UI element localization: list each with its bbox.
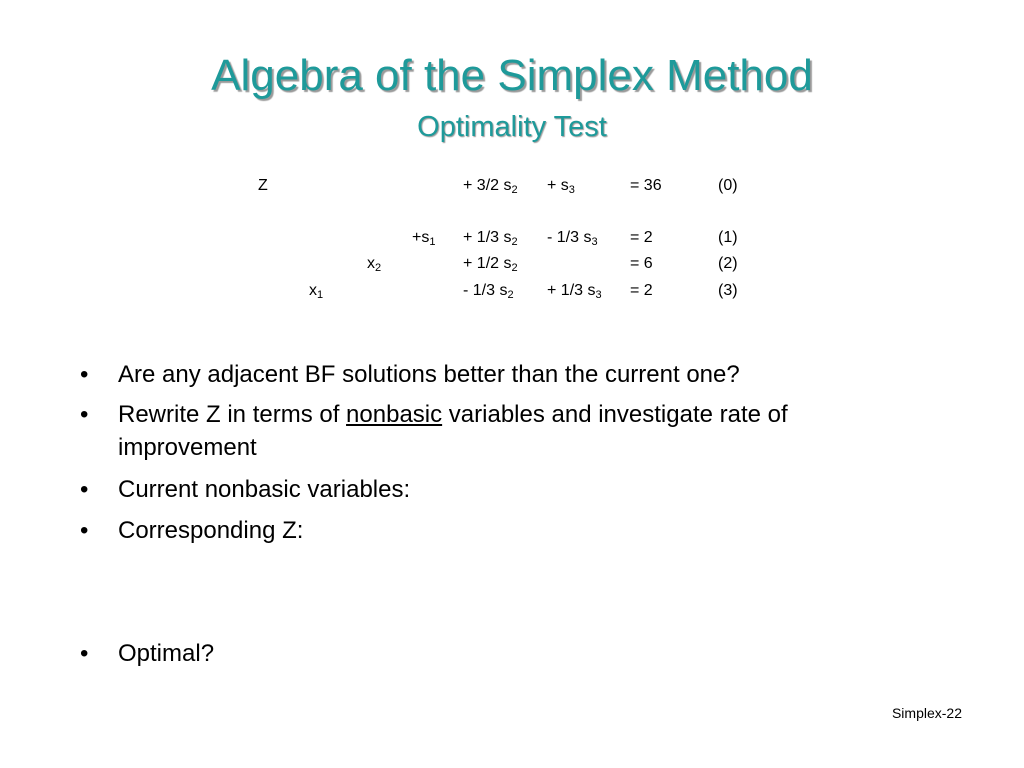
bullet-text: Current nonbasic variables: (118, 476, 411, 503)
equation-label: (2) (718, 255, 738, 272)
bullet-marker: • (80, 640, 89, 667)
equation-lhs: $x_1$ (309, 282, 324, 301)
bullet-text: Are any adjacent BF solutions better than the current one? (118, 361, 740, 388)
equation-lhs: Z (258, 177, 268, 194)
equation-term-s2: - 1/3 $s_2$ (463, 282, 514, 301)
bullet-marker: • (80, 476, 89, 503)
equation-term-s3: - 1/3 $s_3$ (547, 229, 598, 248)
equation-term-s1: $+s_1$ (412, 229, 436, 248)
equation-label: (1) (718, 229, 738, 246)
equation-rhs: = 36 (630, 177, 662, 194)
equation-term-s2: + 1/3 $s_2$ (463, 229, 518, 248)
slide-title: Algebra of the Simplex Method (211, 51, 813, 100)
equation-term-s2: + 1/2 $s_2$ (463, 255, 518, 274)
equation-term-s3: + $s_3$ (547, 177, 575, 196)
bullet-marker: • (80, 517, 89, 544)
bullet-text: Optimal? (118, 640, 215, 667)
equation-lhs: $x_2$ (367, 255, 382, 274)
slide-subtitle: Optimality Test (417, 111, 607, 143)
bullet-text: Rewrite Z in terms of nonbasic variables and investigate rate of improvement (118, 401, 788, 461)
equation-term-s3: + 1/3 $s_3$ (547, 282, 602, 301)
slide-footer: Simplex-22 (891, 705, 962, 721)
equation-term-s2: + 3/2 $s_2$ (463, 177, 518, 196)
equation-rhs: = 6 (630, 255, 653, 272)
underlined-term: nonbasic (346, 401, 443, 428)
equation-label: (3) (718, 282, 738, 299)
equation-rhs: = 2 (630, 282, 653, 299)
bullet-marker: • (80, 401, 89, 428)
equation-label: (0) (718, 177, 738, 194)
equation-rhs: = 2 (630, 229, 653, 246)
bullet-text: Corresponding Z: (118, 517, 304, 544)
bullet-marker: • (80, 361, 89, 388)
